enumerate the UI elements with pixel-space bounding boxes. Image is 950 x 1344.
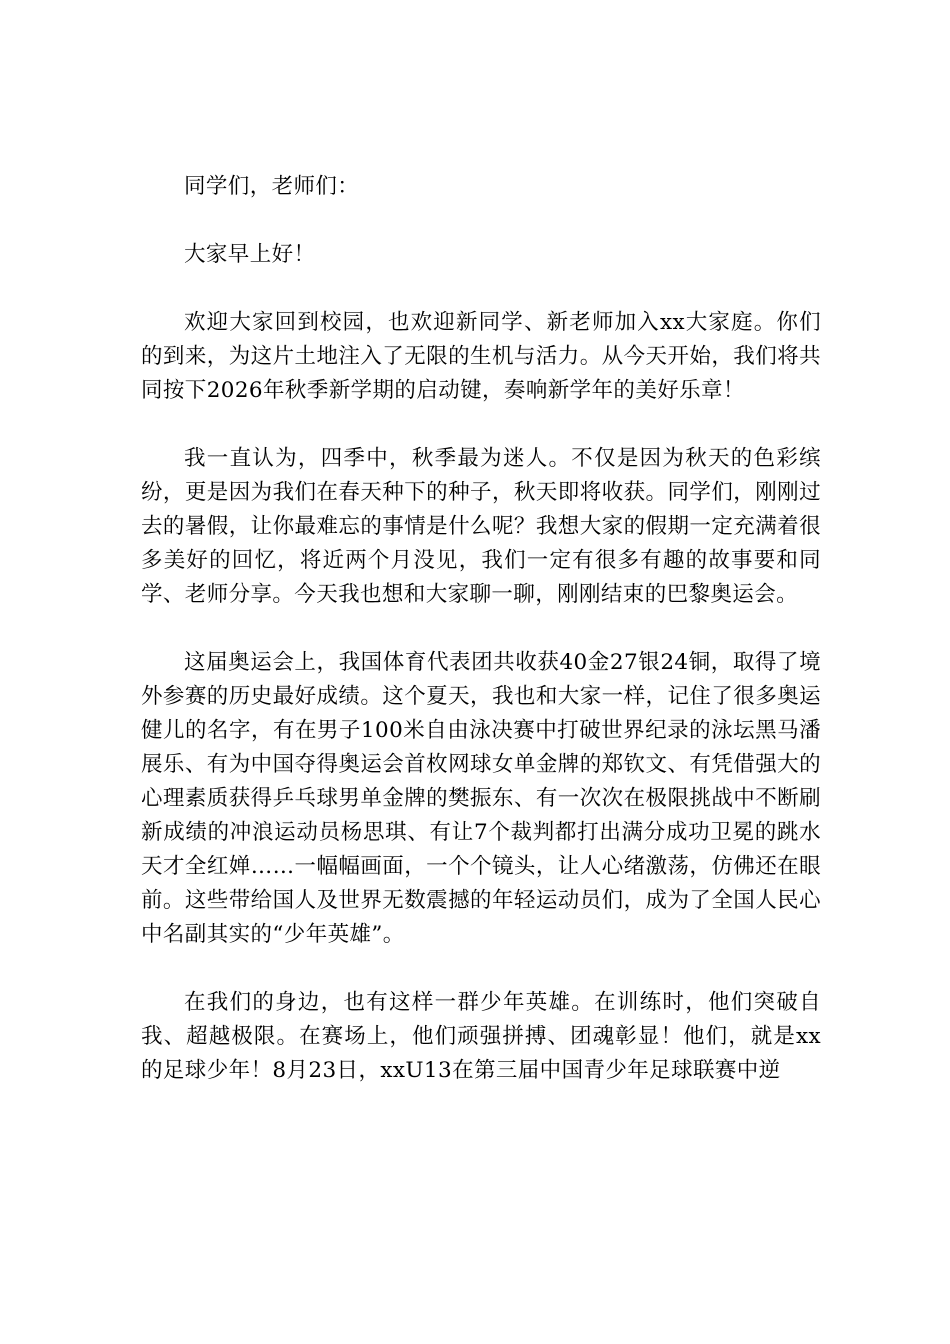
greeting: 大家早上好！ <box>184 242 316 267</box>
paragraph-football: 在我们的身边，也有这样一群少年英雄。在训练时，他们突破自我、超越极限。在赛场上，他们顽强拼搏、团魂彰显！他们，就是xx的足球少年！8月23日，xxU13在第三届中国青少年足球联赛中逆 <box>141 990 821 1083</box>
document-body <box>141 170 821 1088</box>
paragraph-olympics: 这届奥运会上，我国体育代表团共收获40金27银24铜，取得了境外参赛的历史最好成绩。这个夏天，我也和大家一样，记住了很多奥运健儿的名字，有在男子100米自由泳决赛中打破世界纪录的泳坛黑马潘展乐、有为中国夺得奥运会首枚网球女单金牌的郑钦文、有凭借强大的心理素质获得乒乓球男单金牌的樊振东、有一次次在极限挑战中不断刷新成绩的冲浪运动员杨思琪、有让7个裁判都打出满分成功卫冕的跳水天才全红婵……一幅幅画面，一个个镜头，让人心绪激荡，仿佛还在眼前。这些带给国人及世界无数震撼的年轻运动员们，成为了全国人民心中名副其实的“少年英雄”。 <box>141 650 821 947</box>
paragraph-welcome: 欢迎大家回到校园，也欢迎新同学、新老师加入xx大家庭。你们的到来，为这片土地注入了无限的生机与活力。从今天开始，我们将共同按下2026年秋季新学期的启动键，奏响新学年的美好乐章！ <box>141 310 821 403</box>
paragraph-autumn: 我一直认为，四季中，秋季最为迷人。不仅是因为秋天的色彩缤纷，更是因为我们在春天种下的种子，秋天即将收获。同学们，刚刚过去的暑假，让你最难忘的事情是什么呢？我想大家的假期一定充满着很多美好的回忆，将近两个月没见，我们一定有很多有趣的故事要和同学、老师分享。今天我也想和大家聊一聊，刚刚结束的巴黎奥运会。 <box>141 446 821 607</box>
salutation: 同学们，老师们： <box>184 174 360 199</box>
